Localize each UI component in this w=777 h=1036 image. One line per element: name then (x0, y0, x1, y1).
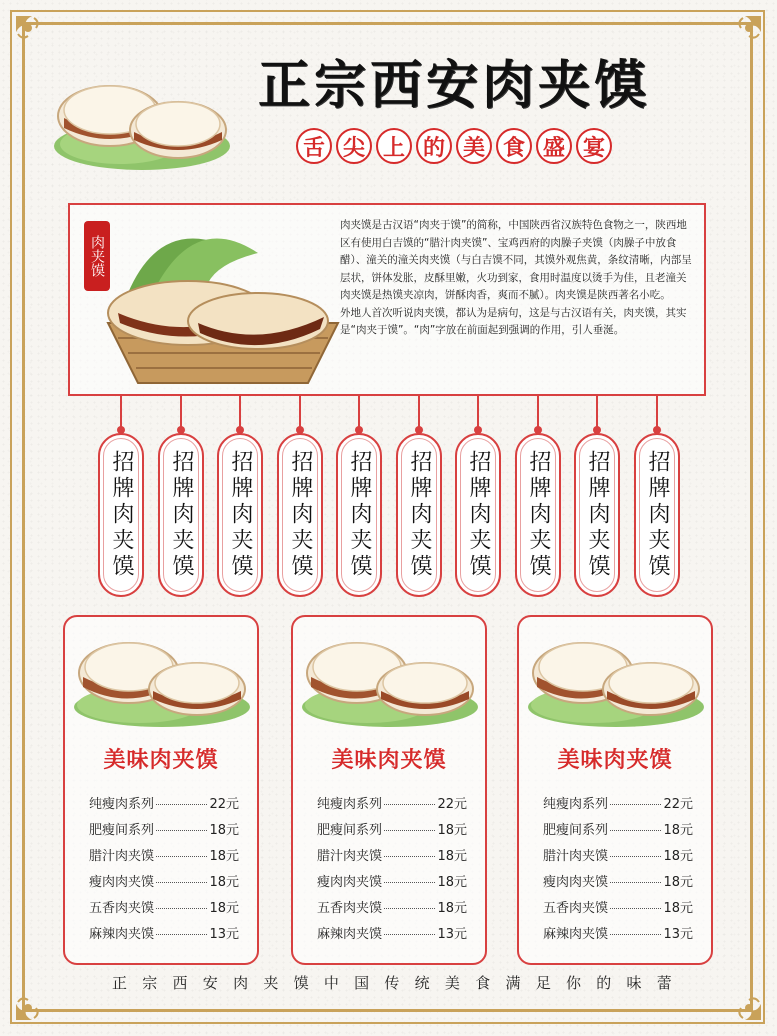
menu-item[interactable] (543, 897, 693, 923)
slogan-char: 的 (416, 128, 452, 164)
signature-item[interactable] (396, 433, 442, 597)
connector-line (239, 396, 241, 432)
menu-item[interactable] (543, 819, 693, 845)
menu-item[interactable] (317, 819, 467, 845)
menu-item[interactable] (89, 793, 239, 819)
corner-ornament-icon (14, 14, 48, 48)
footer-char: 统 (414, 974, 430, 992)
menu-item-price: 22元 (663, 797, 693, 812)
connector-line (596, 396, 598, 432)
signature-item[interactable] (217, 433, 263, 597)
footer-char: 足 (535, 974, 551, 992)
dot-leader (156, 830, 207, 831)
menu-card (63, 615, 259, 965)
footer-char: 传 (384, 974, 400, 992)
signature-item[interactable] (98, 433, 144, 597)
footer-char: 蕾 (656, 974, 672, 992)
corner-ornament-icon (729, 14, 763, 48)
card-title: 美味肉夹馍 (331, 748, 447, 773)
footer-char: 宗 (142, 974, 158, 992)
menu-item-price: 18元 (663, 875, 693, 890)
menu-item-price: 18元 (437, 901, 467, 916)
dot-leader (384, 908, 435, 909)
footer-char: 肉 (233, 974, 249, 992)
corner-ornament-icon (729, 988, 763, 1022)
signature-item[interactable] (574, 433, 620, 597)
footer-char: 夹 (263, 974, 279, 992)
menu-item-name: 腊汁肉夹馍 (543, 849, 609, 864)
menu-card (291, 615, 487, 965)
connector-line (537, 396, 539, 432)
dot-leader (384, 804, 435, 805)
menu-item-name: 瘦肉肉夹馍 (543, 875, 609, 890)
signature-label: 招牌肉夹馍 (169, 450, 194, 580)
connector-line (477, 396, 479, 432)
dot-leader (610, 856, 661, 857)
menu-item-name: 腊汁肉夹馍 (317, 849, 383, 864)
menu-item[interactable] (317, 793, 467, 819)
signature-item[interactable] (158, 433, 204, 597)
signature-label: 招牌肉夹馍 (228, 450, 253, 580)
connector-line (358, 396, 360, 432)
connector-line (299, 396, 301, 432)
signature-item[interactable] (277, 433, 323, 597)
menu-item-price: 18元 (209, 875, 239, 890)
menu-item-price: 18元 (209, 849, 239, 864)
menu-item-price: 13元 (209, 927, 239, 942)
footer-char: 的 (596, 974, 612, 992)
slogan-char: 食 (496, 128, 532, 164)
menu-item-name: 瘦肉肉夹馍 (89, 875, 155, 890)
dot-leader (156, 934, 207, 935)
menu-item-price: 18元 (663, 901, 693, 916)
menu-item-price: 18元 (437, 875, 467, 890)
signature-label: 招牌肉夹馍 (585, 450, 610, 580)
menu-item[interactable] (89, 819, 239, 845)
slogan-char: 上 (376, 128, 412, 164)
menu-item-name: 肥瘦间系列 (317, 823, 383, 838)
dot-leader (384, 934, 435, 935)
menu-item-name: 五香肉夹馍 (89, 901, 155, 916)
menu-item-name: 纯瘦肉系列 (89, 797, 155, 812)
menu-item-price: 18元 (209, 901, 239, 916)
menu-item-price: 22元 (437, 797, 467, 812)
dot-leader (610, 934, 661, 935)
menu-item[interactable] (89, 845, 239, 871)
menu-item-name: 纯瘦肉系列 (317, 797, 383, 812)
footer-char: 美 (444, 974, 460, 992)
bun-illustration (297, 623, 483, 731)
menu-item-name: 五香肉夹馍 (317, 901, 383, 916)
menu-item-price: 22元 (209, 797, 239, 812)
intro-tag: 肉夹馍 (84, 221, 110, 291)
footer-char: 中 (323, 974, 339, 992)
dot-leader (384, 830, 435, 831)
signature-item[interactable] (336, 433, 382, 597)
menu-item[interactable] (317, 897, 467, 923)
dot-leader (610, 830, 661, 831)
menu-item-name: 瘦肉肉夹馍 (317, 875, 383, 890)
footer-slogan (112, 972, 672, 996)
dot-leader (156, 882, 207, 883)
footer-char: 正 (112, 974, 128, 992)
menu-item-name: 麻辣肉夹馍 (317, 927, 383, 942)
signature-label: 招牌肉夹馍 (347, 450, 372, 580)
menu-item-price: 18元 (663, 849, 693, 864)
menu-item[interactable] (89, 871, 239, 897)
dot-leader (610, 882, 661, 883)
menu-item[interactable] (89, 897, 239, 923)
dot-leader (156, 856, 207, 857)
menu-item-price: 18元 (663, 823, 693, 838)
footer-char: 国 (354, 974, 370, 992)
menu-item[interactable] (89, 923, 239, 949)
menu-item[interactable] (543, 793, 693, 819)
menu-item-name: 肥瘦间系列 (543, 823, 609, 838)
signature-label: 招牌肉夹馍 (109, 450, 134, 580)
footer-char: 味 (626, 974, 642, 992)
menu-item[interactable] (317, 871, 467, 897)
footer-char: 食 (475, 974, 491, 992)
menu-list (543, 793, 693, 949)
signature-label: 招牌肉夹馍 (466, 450, 491, 580)
slogan-char: 尖 (336, 128, 372, 164)
footer-char: 满 (505, 974, 521, 992)
menu-item[interactable] (543, 871, 693, 897)
card-title: 美味肉夹馍 (557, 748, 673, 773)
dot-leader (156, 908, 207, 909)
menu-item-price: 13元 (437, 927, 467, 942)
menu-item-name: 麻辣肉夹馍 (543, 927, 609, 942)
dot-leader (610, 804, 661, 805)
menu-item-name: 腊汁肉夹馍 (89, 849, 155, 864)
menu-item[interactable] (543, 923, 693, 949)
connector-line (656, 396, 658, 432)
dot-leader (156, 804, 207, 805)
menu-item-name: 五香肉夹馍 (543, 901, 609, 916)
intro-paragraph-2: 外地人首次听说肉夹馍，都认为是病句，这是与古汉语有关，肉夹馍，其实是“肉夹于馍”。“肉”字放在前面起到强调的作用，引人垂涎。 (340, 306, 687, 336)
footer-char: 安 (202, 974, 218, 992)
menu-item-name: 麻辣肉夹馍 (89, 927, 155, 942)
menu-item-price: 13元 (663, 927, 693, 942)
menu-item-name: 肥瘦间系列 (89, 823, 155, 838)
intro-paragraph-1: 肉夹馍是古汉语“肉夹于馍”的简称，中国陕西省汉族特色食物之一，陕西地区有使用白吉馍的“腊汁肉夹馍”、宝鸡西府的肉臊子夹馍（肉臊子中放食醋）、潼关的潼关肉夹馍（与白吉馍不同，其馍外观焦黄，条纹清晰，内部呈层状，饼体发胀，皮酥里嫩，火功到家，食用时温度以烫手为佳，且老潼关肉夹馍是热馍夹凉肉，饼酥肉香，爽而不腻）。肉夹馍是陕西著名小吃。 (340, 219, 692, 301)
menu-card (517, 615, 713, 965)
page-title: 正宗西安肉夹馍 (258, 55, 651, 116)
menu-item[interactable] (543, 845, 693, 871)
bun-illustration (69, 623, 255, 731)
footer-char: 馍 (293, 974, 309, 992)
signature-label: 招牌肉夹馍 (407, 450, 432, 580)
menu-item[interactable] (317, 923, 467, 949)
connector-line (418, 396, 420, 432)
signature-item[interactable] (634, 433, 680, 597)
menu-list (89, 793, 239, 949)
signature-label: 招牌肉夹馍 (526, 450, 551, 580)
signature-label: 招牌肉夹馍 (288, 450, 313, 580)
card-title: 美味肉夹馍 (103, 748, 219, 773)
menu-item-name: 纯瘦肉系列 (543, 797, 609, 812)
footer-char: 你 (565, 974, 581, 992)
menu-list (317, 793, 467, 949)
menu-item[interactable] (317, 845, 467, 871)
slogan-char: 舌 (296, 128, 332, 164)
signature-label: 招牌肉夹馍 (645, 450, 670, 580)
connector-line (120, 396, 122, 432)
footer-char: 西 (172, 974, 188, 992)
bun-illustration (523, 623, 709, 731)
signature-item[interactable] (515, 433, 561, 597)
menu-item-price: 18元 (437, 823, 467, 838)
connector-line (180, 396, 182, 432)
menu-item-price: 18元 (437, 849, 467, 864)
basket-bun-illustration (88, 213, 348, 391)
hero-bun-illustration (50, 46, 235, 176)
slogan-char: 盛 (536, 128, 572, 164)
slogan-char: 宴 (576, 128, 612, 164)
intro-text (340, 217, 695, 340)
slogan (296, 128, 612, 168)
corner-ornament-icon (14, 988, 48, 1022)
dot-leader (610, 908, 661, 909)
dot-leader (384, 856, 435, 857)
menu-item-price: 18元 (209, 823, 239, 838)
dot-leader (384, 882, 435, 883)
signature-item[interactable] (455, 433, 501, 597)
intro-box (68, 203, 706, 396)
slogan-char: 美 (456, 128, 492, 164)
